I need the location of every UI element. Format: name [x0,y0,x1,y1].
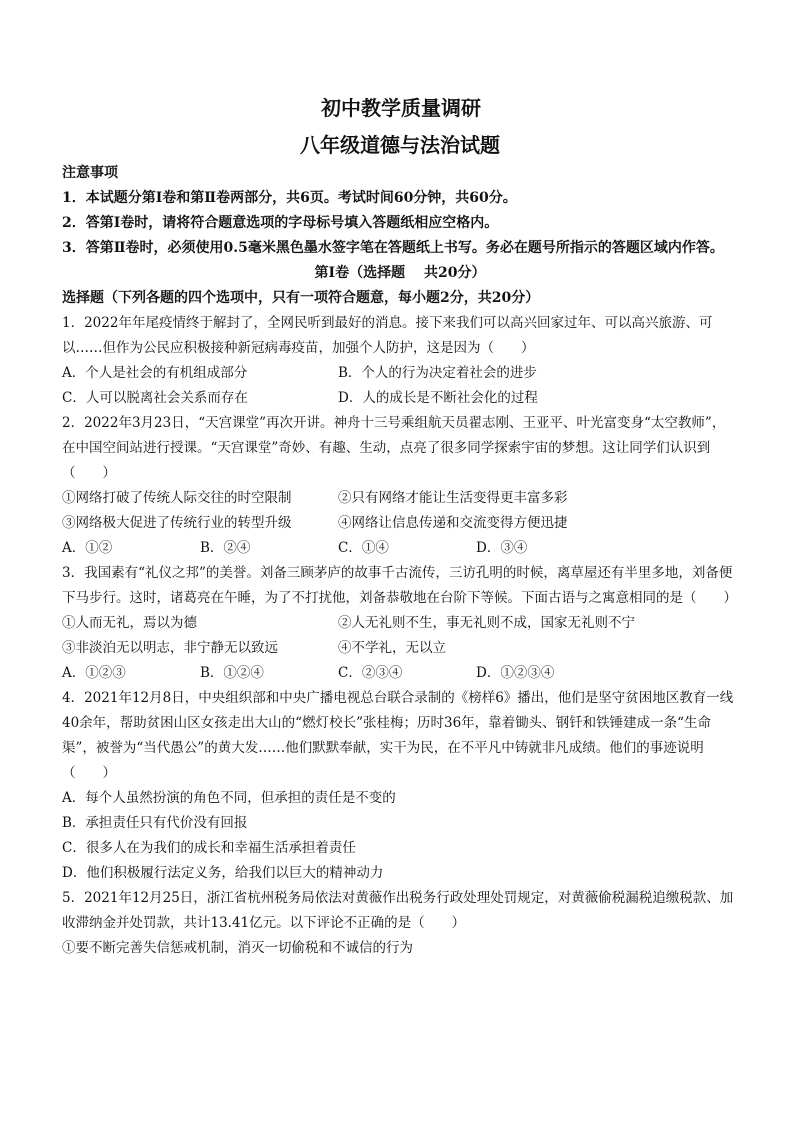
option-a: A．个人是社会的有机组成部分 [62,365,248,381]
option-c: C．人可以脱离社会关系而存在 [62,390,248,406]
option-c: C．①④ [338,540,389,556]
option-d: D．③④ [476,540,528,556]
option-d: D．他们积极履行法定义务，给我们以巨大的精神动力 [62,865,384,881]
note-item: 2．答第Ⅰ卷时，请将符合题意选项的字母标号填入答题纸相应空格内。 [62,215,499,231]
question-5-stem: 5．2021年12月25日，浙江省杭州税务局依法对黄薇作出税务行政处理处罚规定，对黄薇偷税漏税追缴税款、加收滞纳金并处罚款，共计13.41亿元。以下评论不正确的是（ ） [62,890,734,931]
question-3-options-row [62,661,738,686]
option-d: D．人的成长是不断社会化的过程 [338,390,538,406]
exam-title: 初中教学质量调研 [321,96,481,120]
question-2-statements-row [62,511,738,536]
question-1-stem: 1．2022年年尾疫情终于解封了，全网民听到最好的消息。接下来我们可以高兴回家过年、可以高兴旅游、可以……但作为公民应积极接种新冠病毒疫苗，加强个人防护，这是因为（ ） [62,315,713,356]
option-d: D．①②③④ [476,665,555,681]
question-2-options-row [62,536,738,561]
statement-2: ②只有网络才能让生活变得更丰富多彩 [338,490,568,506]
note-item: 3．答第Ⅱ卷时，必须使用0.5毫米黑色墨水签字笔在答题纸上书写。务必在题号所指示的答题区域内作答。 [62,240,724,256]
section-heading: 第Ⅰ卷（选择题 共20分） [314,265,486,281]
question-3-statements-row [62,611,738,636]
question-1-options-row [62,386,738,411]
question-3-statements-row [62,636,738,661]
statement-3: ③网络极大促进了传统行业的转型升级 [62,515,292,531]
exam-page [62,96,738,961]
option-a: A．每个人虽然扮演的角色不同，但承担的责任是不变的 [62,790,396,806]
option-c: C．很多人在为我们的成长和幸福生活承担着责任 [62,840,356,856]
option-b: B．②④ [200,540,251,556]
statement-2: ②人无礼则不生，事无礼则不成，国家无礼则不宁 [338,615,635,631]
option-a: A．①②③ [62,665,126,681]
statement-1: ①网络打破了传统人际交往的时空限制 [62,490,292,506]
option-b: B．①②④ [200,665,264,681]
notes-heading: 注意事项 [62,165,118,181]
statement-1: ①人而无礼，焉以为德 [62,615,197,631]
option-a: A．①② [62,540,113,556]
section-instruction: 选择题（下列各题的四个选项中，只有一项符合题意，每小题2分，共20分） [62,290,540,306]
question-2-stem: 2．2022年3月23日，“天宫课堂”再次开讲。神舟十三号乘组航天员翟志刚、王亚平、叶光富变身“太空教师”，在中国空间站进行授课。“天宫课堂”奇妙、有趣、生动，点亮了很多同学探索宇宙的梦想。这让同学们认识到（ ） [62,415,726,481]
question-2-statements-row [62,486,738,511]
question-4-stem: 4．2021年12月8日，中央组织部和中央广播电视总台联合录制的《榜样6》播出，他们是坚守贫困地区教育一线40余年，帮助贫困山区女孩走出大山的“燃灯校长”张桂梅；历时36年，靠着锄头、钢钎和铁锤建成一条“生命渠”，被誉为“当代愚公”的黄大发……他们默默奉献，实干为民，在不平凡中铸就非凡成绩。他们的事迹说明（ ） [62,690,734,781]
option-c: C．②③④ [338,665,403,681]
option-b: B．个人的行为决定着社会的进步 [338,365,537,381]
note-item: 1．本试题分第Ⅰ卷和第Ⅱ卷两部分，共6页。考试时间60分钟，共60分。 [62,190,517,206]
statement-3: ③非淡泊无以明志，非宁静无以致远 [62,640,278,656]
statement-4: ④不学礼，无以立 [338,640,446,656]
question-3-stem: 3．我国素有“礼仪之邦”的美誉。刘备三顾茅庐的故事千古流传，三访孔明的时候，离草屋还有半里多地，刘备便下马步行。这时，诸葛亮在午睡，为了不打扰他，刘备恭敬地在台阶下等候。下面古语与之寓意相同的是（ ） [62,565,737,606]
question-1-options-row [62,361,738,386]
statement-1: ①要不断完善失信惩戒机制，消灭一切偷税和不诚信的行为 [62,940,413,956]
exam-subtitle: 八年级道德与法治试题 [300,133,500,157]
statement-4: ④网络让信息传递和交流变得方便迅捷 [338,515,568,531]
option-b: B．承担责任只有代价没有回报 [62,815,248,831]
